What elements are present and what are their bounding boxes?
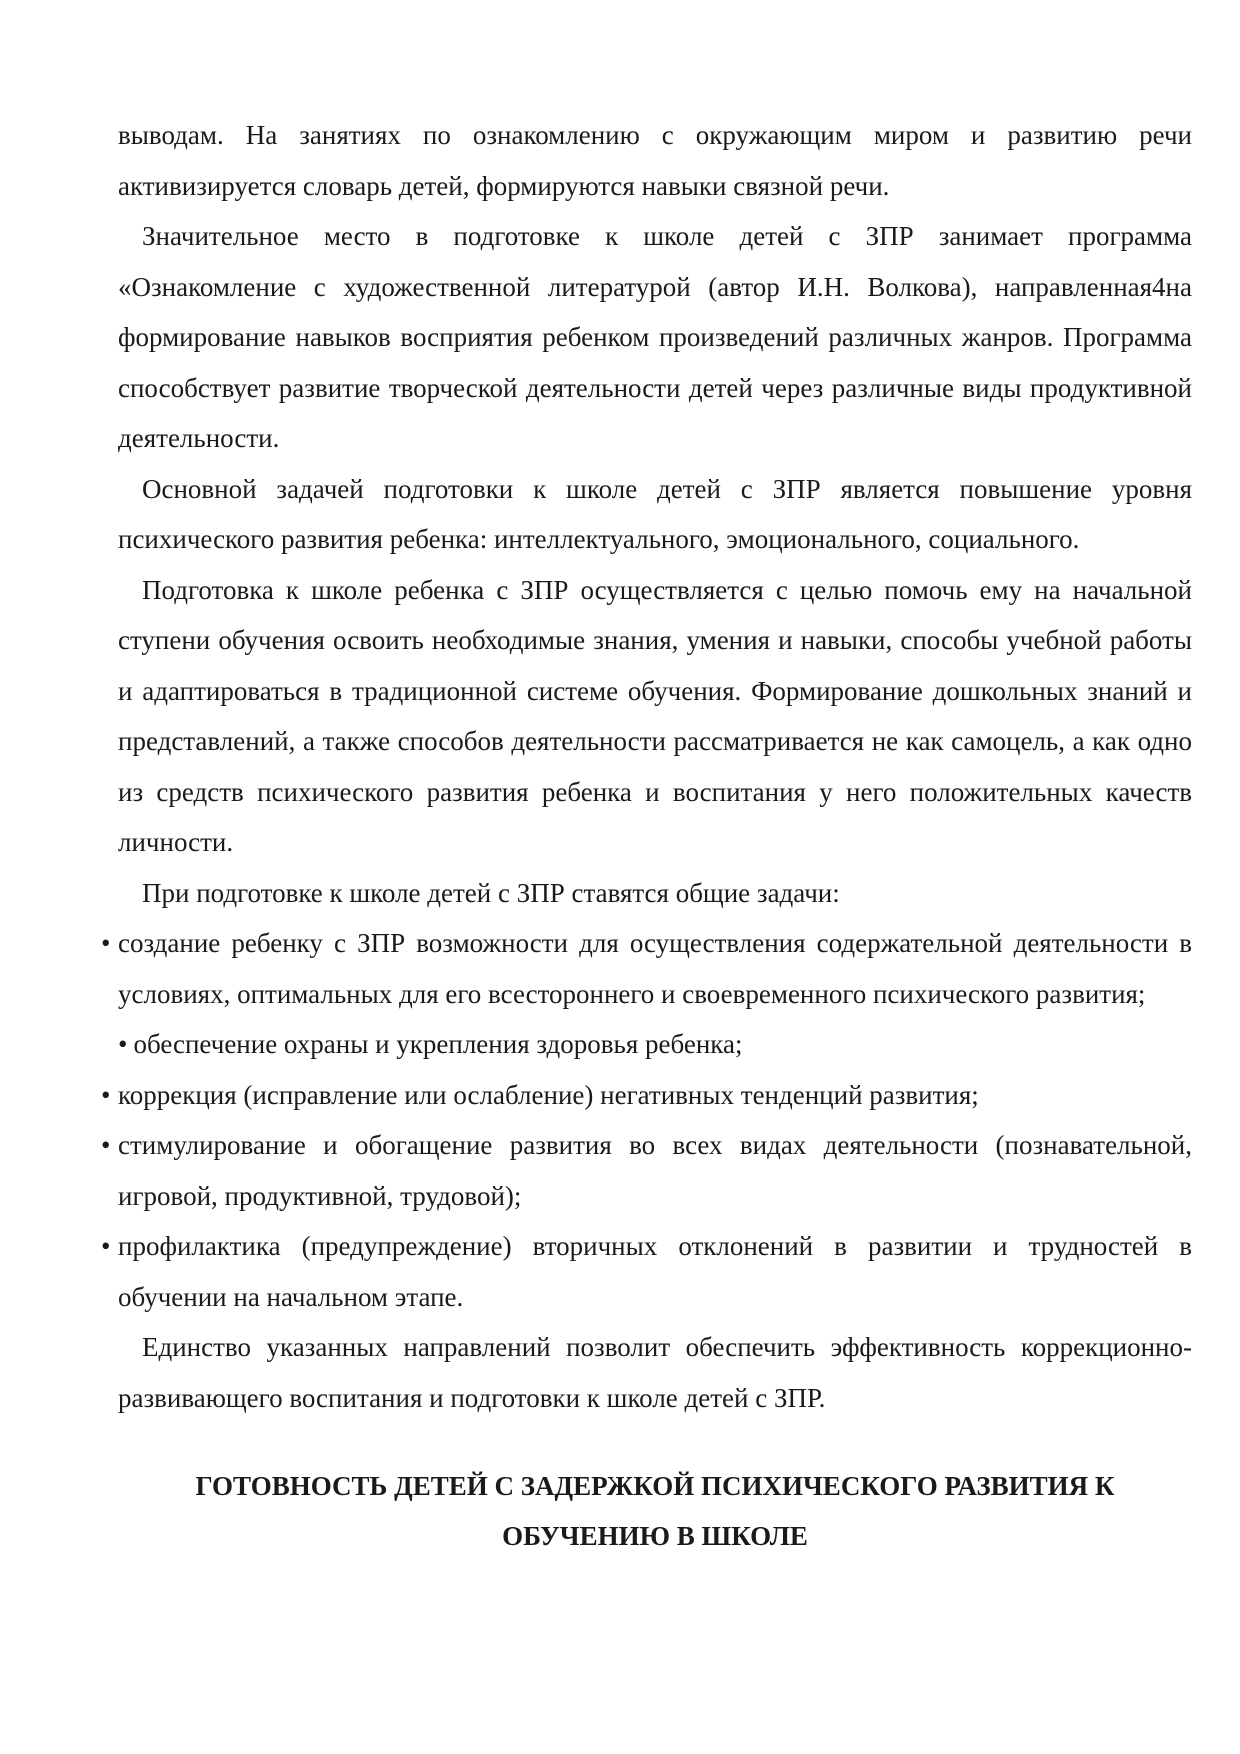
paragraph-closing: Единство указанных направлений позволит обеспечить эффективность коррекционно-развивающего воспитания и подготовки к школе детей с ЗПР. [118, 1332, 1192, 1413]
list-item [101, 1070, 1192, 1121]
bullet-icon: • [101, 1231, 111, 1261]
list-item-text: стимулирование и обогащение развития во всех видах деятельности (познавательной, игровой, продуктивной, трудовой); [118, 1130, 1192, 1211]
list-item-text: профилактика (предупреждение) вторичных отклонений в развитии и трудностей в обучении на начальном этапе. [118, 1231, 1192, 1312]
bullet-icon: • [101, 1079, 111, 1110]
paragraph-preparation-goal: Подготовка к школе ребенка с ЗПР осуществляется с целью помочь ему на начальной ступени обучения освоить необходимые знания, умения и навыки, способы учебной работы и адаптироваться в традиционной системе обучения. Формирование дошкольных знаний и представлений, а также способов деятельности рассматривается не как самоцель, а как одно из средств психического развития ребенка и воспитания у него положительных качеств личности. [118, 574, 1192, 857]
list-item [118, 1019, 1192, 1070]
paragraph-main-task: Основной задачей подготовки к школе детей с ЗПР является повышение уровня психического развития ребенка: интеллектуального, эмоционального, социального. [118, 473, 1192, 554]
section-heading-line1: ГОТОВНОСТЬ ДЕТЕЙ С ЗАДЕРЖКОЙ ПСИХИЧЕСКОГО РАЗВИТИЯ К [195, 1471, 1115, 1501]
paragraph-volkova-program: Значительное место в подготовке к школе детей с ЗПР занимает программа «Ознакомление с художественной литературой (автор И.Н. Волкова), направленная4на формирование навыков восприятия ребенком произведений различных жанров. Программа способствует развитие творческой деятельности детей через различные виды продуктивной деятельности. [118, 221, 1192, 453]
list-item [101, 1221, 1192, 1322]
paragraph-tasks-intro: При подготовке к школе детей с ЗПР ставятся общие задачи: [142, 877, 840, 908]
list-item-text: коррекция (исправление или ослабление) негативных тенденций развития; [118, 1079, 979, 1110]
list-item-text: создание ребенку с ЗПР возможности для осуществления содержательной деятельности в условиях, оптимальных для его всестороннего и своевременного психического развития; [118, 928, 1192, 1009]
list-item-text: обеспечение охраны и укрепления здоровья ребенка; [133, 1029, 743, 1059]
paragraph-continuation: выводам. На занятиях по ознакомлению с окружающим миром и развитию речи активизируется словарь детей, формируются навыки связной речи. [118, 120, 1192, 201]
document-page [101, 110, 1192, 1561]
bullet-icon: • [101, 928, 111, 958]
bullet-icon: • [118, 1029, 128, 1059]
section-heading-line2: ОБУЧЕНИЮ В ШКОЛЕ [502, 1521, 808, 1551]
tasks-list [101, 918, 1192, 1322]
bullet-icon: • [101, 1130, 111, 1160]
list-item [101, 1120, 1192, 1221]
list-item [101, 918, 1192, 1019]
section-heading [118, 1461, 1192, 1561]
